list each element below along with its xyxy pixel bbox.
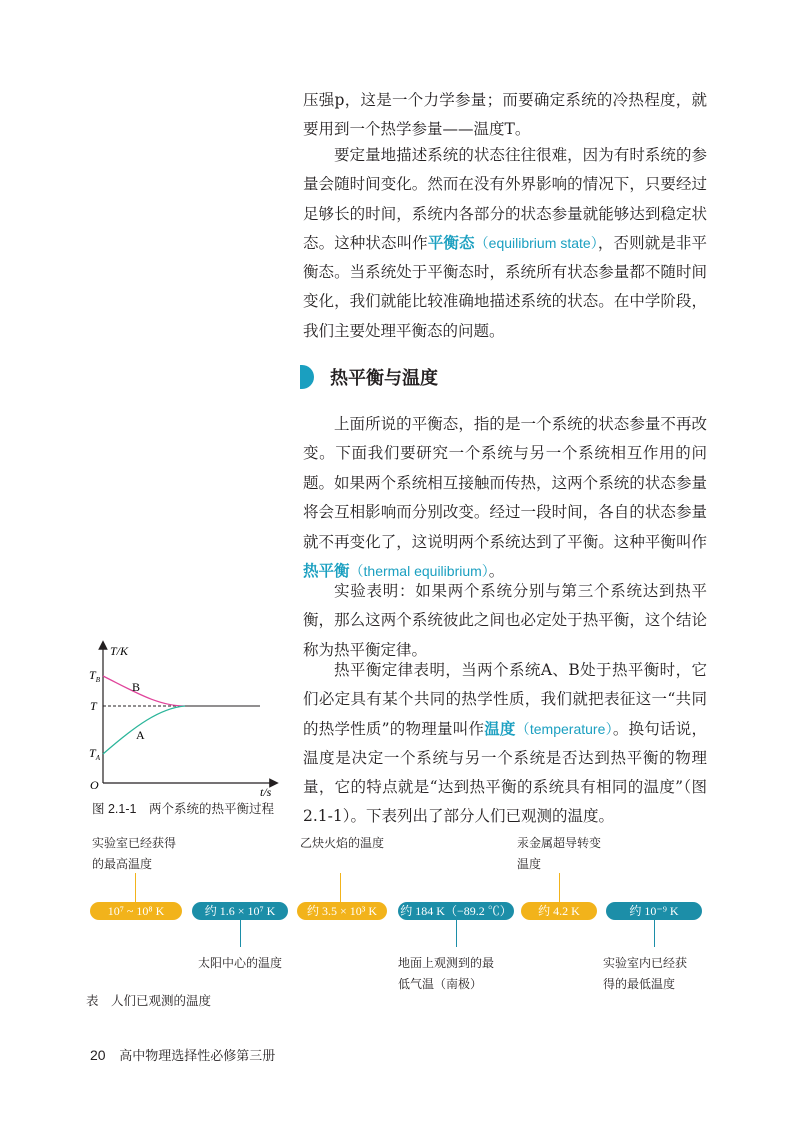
- label-sun-core: [198, 953, 282, 974]
- term-english: （thermal equilibrium）: [349, 562, 489, 579]
- curve-b: [103, 676, 185, 706]
- temp-pill-sun-core: 约 1.6 × 10⁷ K: [192, 902, 288, 920]
- label-line: 实验室内已经获: [603, 956, 688, 970]
- tick-t: T: [90, 699, 97, 713]
- thermal-equilibrium-figure: [80, 640, 280, 800]
- temp-pill-antarctic: 约 184 K（−89.2 ℃）: [398, 902, 514, 920]
- paragraph-equilibrium-state: [303, 141, 707, 346]
- paragraph-text: 如果两个系统相互接触而传热，这两个系统的状态参量将会互相影响而分别改变。经过一段时间，各自的状态参量就不再变化了，这说明两个系统达到了平衡。这种平衡叫作: [303, 474, 707, 551]
- paragraph-law: 实验表明：如果两个系统分别与第三个系统达到热平衡，那么这两个系统彼此之间也必定处于热平衡，这个结论称为热平衡定律。: [303, 582, 707, 659]
- table-caption: 表 人们已观测的温度: [86, 994, 212, 1008]
- y-axis-label: T/K: [110, 644, 129, 658]
- curve-b-label: B: [132, 680, 141, 694]
- term-thermal-equilibrium: 热平衡: [303, 561, 350, 580]
- label-line: 低气温（南极）: [398, 977, 483, 991]
- label-line: 的最高温度: [92, 857, 153, 871]
- origin-label: O: [90, 778, 99, 792]
- label-line: 地面上观测到的最: [398, 956, 495, 970]
- term-english: （temperature）: [515, 720, 613, 737]
- paragraph-intro: 上面所说的平衡态，指的是一个系统的状态参量不再改变。下面我们要研究一个系统与另一个系统相互作用的问题。: [303, 415, 707, 492]
- connector-line: [654, 920, 655, 947]
- term-temperature: 温度: [484, 719, 516, 738]
- temp-pill-acetylene: 约 3.5 × 10³ K: [297, 902, 387, 920]
- paragraph-pressure: 压强p，这是一个力学参量；而要确定系统的冷热程度，就要用到一个热学参量——温度T。: [303, 91, 707, 139]
- label-lab-lowest: [603, 953, 687, 995]
- paragraph-text: 。换句话说，温度是决定一个系统与另一个系统是否达到热平衡的物理量，它的特点就是“达到热平衡的系统具有相同的温度”（图2.1-1）。下表列出了部分人们已观测的温度。: [303, 719, 707, 826]
- connector-line: [240, 920, 241, 947]
- heading-text: 热平衡与温度: [330, 368, 438, 389]
- connector-line: [135, 873, 136, 902]
- page-footer: [90, 1045, 275, 1064]
- paragraph-thermal-equilibrium: [303, 469, 707, 586]
- x-axis-label: t/s: [260, 785, 272, 799]
- label-antarctic-low: [398, 953, 494, 995]
- curve-a-label: A: [136, 728, 145, 742]
- paragraph-temperature: [303, 656, 707, 832]
- connector-line: [340, 873, 341, 902]
- figure-caption: 图 2.1-1 两个系统的热平衡过程: [92, 802, 274, 816]
- term-equilibrium-state: 平衡态: [427, 233, 475, 252]
- connector-line: [456, 920, 457, 947]
- paragraph-text: 要定量地描述系统的状态往往很难，因为有时系统的参量会随时间变化。然而在没有外界影响的情况下，只要经过足够长的时间，系统内各部分的状态参量就能够达到稳定状态。这种状态叫作: [303, 146, 707, 252]
- label-lab-highest: [92, 833, 176, 875]
- term-english: （equilibrium state）: [474, 234, 598, 251]
- label-line: 汞金属超导转变: [517, 836, 602, 850]
- temp-pill-lab-highest: 10⁷ ~ 10⁸ K: [90, 902, 182, 920]
- label-mercury-superconduct: [517, 833, 601, 875]
- label-line: 得的最低温度: [603, 977, 676, 991]
- label-line: 乙炔火焰的温度: [300, 836, 385, 850]
- paragraph-text: ，否则就是非平衡态。当系统处于平衡态时，系统所有状态参量都不随时间变化，我们就能比较准确地描述系统的状态。在中学阶段，我们主要处理平衡态的问题。: [303, 233, 707, 340]
- page-number: 20: [90, 1047, 106, 1063]
- tick-tb: $T_B$: [89, 668, 100, 684]
- label-line: 温度: [517, 857, 542, 871]
- label-line: 实验室已经获得: [92, 836, 177, 850]
- section-heading: [300, 364, 438, 390]
- paragraph-text: 。: [488, 561, 505, 580]
- temp-pill-lab-lowest: 约 10⁻⁹ K: [606, 902, 702, 920]
- tick-ta: $T_A$: [89, 746, 100, 762]
- paragraph-text: 热平衡定律表明，当两个系统A、B处于热平衡时，它们必定具有某个共同的热学性质，我们就把表征这一“共同的热学性质”的物理量叫作: [303, 661, 707, 738]
- heading-marker: [300, 365, 314, 389]
- connector-line: [559, 873, 560, 902]
- label-line: 太阳中心的温度: [198, 956, 283, 970]
- book-title: 高中物理选择性必修第三册: [119, 1048, 276, 1063]
- label-acetylene-flame: [300, 833, 384, 854]
- temp-pill-mercury: 约 4.2 K: [521, 902, 597, 920]
